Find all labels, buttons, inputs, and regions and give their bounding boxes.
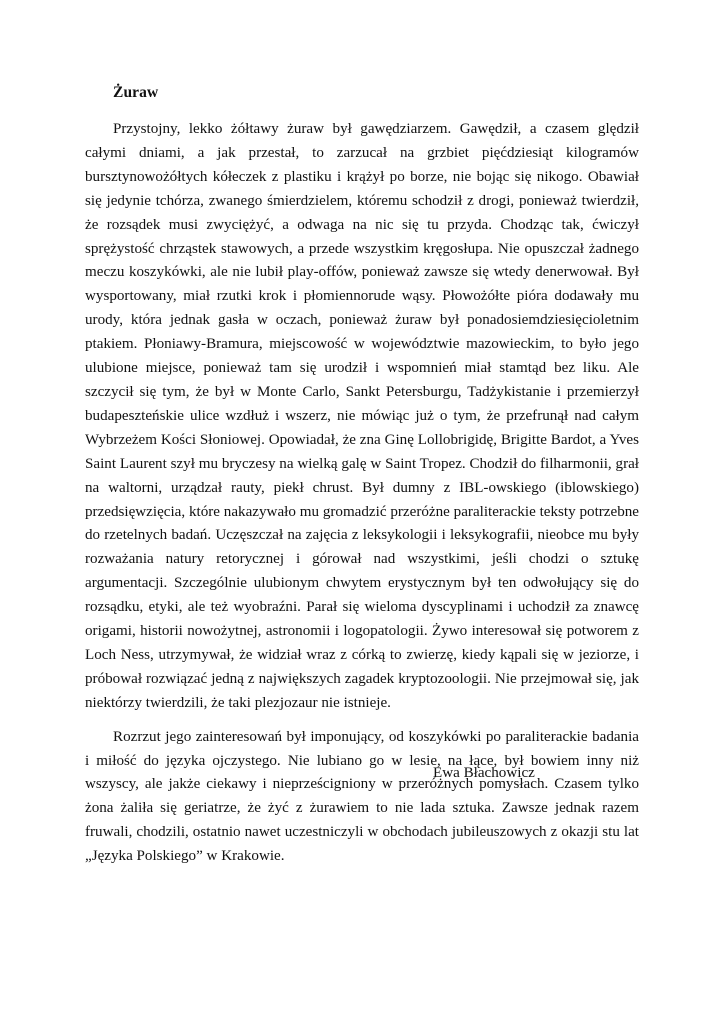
document-title: Żuraw (113, 84, 159, 101)
document-body (85, 118, 639, 869)
paragraph-2: Rozrzut jego zainteresowań był imponujący, od koszykówki po paraliterackie badania i miłość do języka ojczystego. Nie lubiano go w lesie, na łące, był bowiem inny niż wszyscy, ale jakże ciekawy i nieprześcigniony w przeróżnych pomysłach. Czasem tylko żona żaliła się geriatrze, że żyć z żurawiem to nie lada sztuka. Zawsze jednak razem fruwali, chodzili, ostatnio nawet uczestniczyli w obchodach jubileuszowych z okazji stu lat „Języka Polskiego” w Krakowie. (85, 728, 639, 865)
author-signature: Ewa Błachowicz (433, 765, 535, 781)
paragraph-1: Przystojny, lekko żółtawy żuraw był gawędziarzem. Gawędził, a czasem ględził całymi dniami, a jak przestał, to zarzucał na grzbiet pięćdziesiąt kilogramów bursztynowożółtych kółeczek z plastiku i krążył po borze, nie bojąc się nikogo. Obawiał się jedynie tchórza, zwanego śmierdzielem, któremu schodził z drogi, ponieważ twierdził, że rozsądek musi zwyciężyć, a odwaga na nic się tu przyda. Chodząc tak, ćwiczył sprężystość chrząstek stawowych, a przede wszystkim kręgosłupa. Nie opuszczał żadnego meczu koszykówki, ale nie lubił play-offów, ponieważ zawsze się wtedy denerwował. Był wysportowany, miał rzutki krok i płomiennorude wąsy. Płowożółte pióra dodawały mu urody, która jednak gasła w oczach, ponieważ żuraw był ponadosiemdziesięcioletnim ptakiem. Płoniawy-Bramura, miejscowość w województwie mazowieckim, to było jego ulubione miejsce, ponieważ tam się urodził i wspomnień miał stamtąd bez liku. Ale szczycił się tym, że był w Monte Carlo, Sankt Petersburgu, Tadżykistanie i przemierzył budapeszteńskie ulice wzdłuż i wszerz, nie mówiąc już o tym, że przefrunął nad całym Wybrzeżem Kości Słoniowej. Opowiadał, że zna Ginę Lollobrigidę, Brigitte Bardot, a Yves Saint Laurent szył mu bryczesy na wielką galę w Saint Tropez. Chodził do filharmonii, grał na waltorni, urządzał rauty, piekł chrust. Był dumny z IBL-owskiego (iblowskiego) przedsięwzięcia, które nakazywało mu gromadzić przeróżne paraliterackie teksty potrzebne do rzetelnych badań. Uczęszczał na zajęcia z leksykologii i leksykografii, nieobce mu były rozważania natury retorycznej i górował nad wszystkimi, jeśli chodzi o sztukę argumentacji. Szczególnie ulubionym chwytem erystycznym był ten odwołujący się do rozsądku, etyki, ale też wyobraźni. Parał się wieloma dyscyplinami i uchodził za znawcę origami, historii nowożytnej, astronomii i logopatologii. Żywo interesował się potworem z Loch Ness, utrzymywał, że widział wraz z córką to zwierzę, kiedy kąpali się w jeziorze, i próbował rozwiązać jedną z największych zagadek kryptozoologii. Nie przejmował się, jak niektórzy twierdzili, że taki plezjozaur nie istnieje. (85, 121, 639, 711)
